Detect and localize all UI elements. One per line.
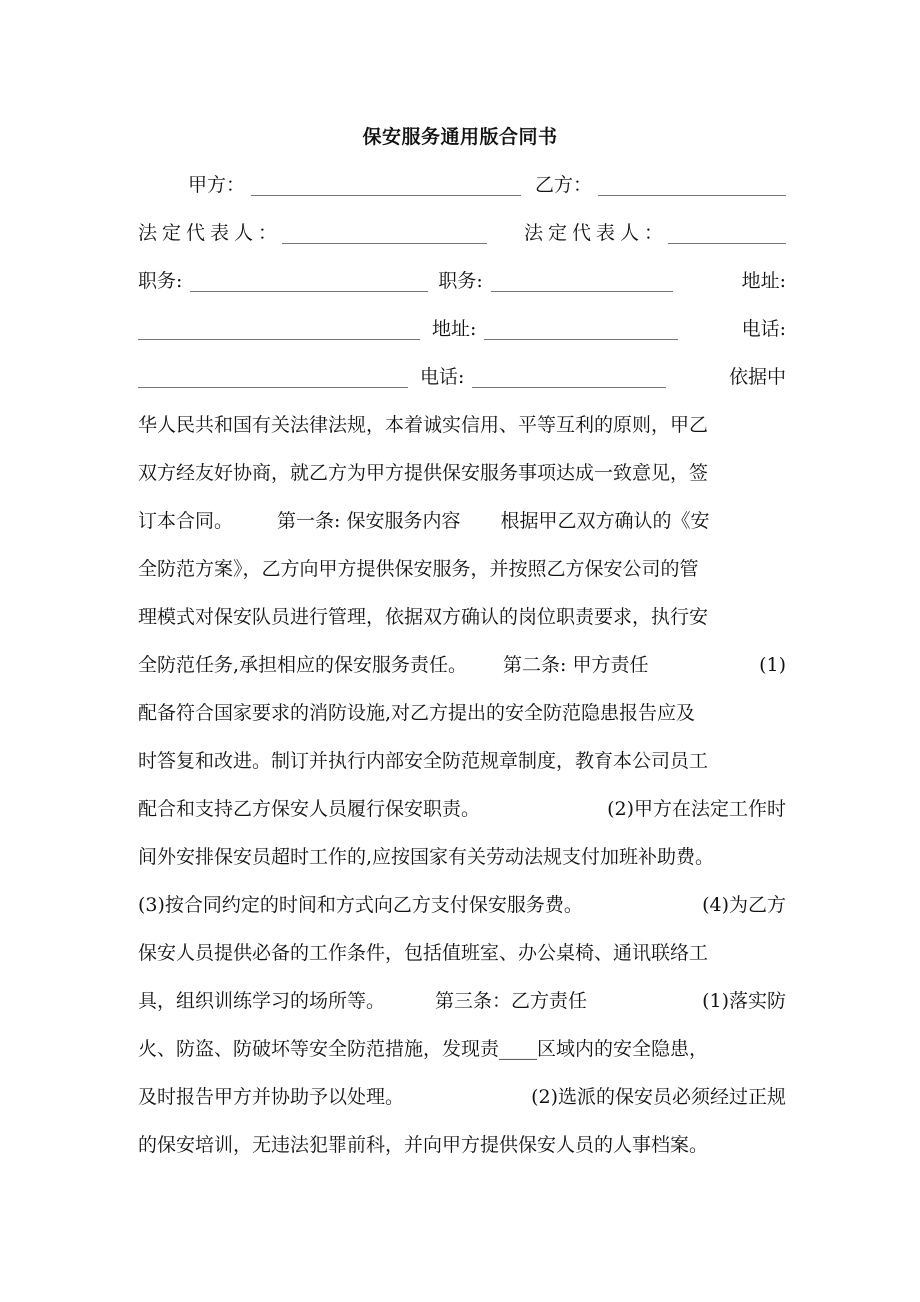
item-2-line — [138, 794, 788, 824]
position-b-label: 职务: — [438, 270, 483, 292]
phone-b-blank — [472, 365, 666, 388]
clause-2-line — [138, 650, 788, 680]
legal-rep-b-label: 法定代表人： — [523, 222, 668, 244]
clause-1-post: 根据甲乙双方确认的《安 — [500, 510, 710, 532]
clause-1-heading: 第一条: 保安服务内容 — [277, 510, 461, 532]
clause-3-item-1: (1)落实防 — [702, 990, 786, 1012]
legal-rep-a-blank — [282, 221, 487, 244]
address-b-label: 地址: — [432, 318, 477, 340]
party-a-blank — [251, 173, 521, 196]
position-b-blank — [491, 269, 673, 292]
party-b-label: 乙方： — [534, 174, 592, 196]
clause-2-pre: 全防范任务,承担相应的保安服务责任。 — [138, 654, 468, 676]
address-row — [138, 314, 786, 344]
body-line: 间外安排保安员超时工作的,应按国家有关劳动法规支付加班补助费。 — [138, 846, 715, 868]
legal-rep-row — [138, 218, 786, 248]
duty-1-blank: ____ — [499, 1038, 538, 1060]
item-3-line — [138, 890, 788, 920]
clause-1-pre: 订本合同。 — [138, 510, 234, 532]
phone-a-label: 电话: — [741, 318, 786, 340]
party-b-blank — [598, 173, 786, 196]
body-line: 双方经友好协商，就乙方为甲方提供保安服务事项达成一致意见，签 — [138, 462, 709, 484]
item-2-pre: 配合和支持乙方保安人员履行保安职责。 — [138, 798, 481, 820]
clause-1-line — [138, 506, 788, 536]
body-line: 保安人员提供必备的工作条件，包括值班室、办公桌椅、通讯联络工 — [138, 942, 709, 964]
clause-2-item-1: (1) — [759, 654, 786, 676]
body-line: 全防范方案》，乙方向甲方提供保安服务，并按照乙方保安公司的管 — [138, 558, 699, 580]
basis-start: 依据中 — [728, 366, 786, 388]
body-line: 配备符合国家要求的消防设施,对乙方提出的安全防范隐患报告应及 — [138, 702, 696, 724]
item-3-post: (4)为乙方 — [702, 894, 786, 916]
phone-row — [138, 362, 786, 392]
body-line: 时答复和改进。制订并执行内部安全防范规章制度，教育本公司员工 — [138, 750, 709, 772]
item-2-post: (2)甲方在法定工作时 — [607, 798, 786, 820]
clause-3-pre: 具，组织训练学习的场所等。 — [138, 990, 386, 1012]
position-a-blank — [190, 269, 428, 292]
address-a-label: 地址: — [741, 270, 786, 292]
phone-a-blank — [138, 365, 408, 388]
clause-3-line — [138, 986, 788, 1016]
duty-2-post: (2)选派的保安员必须经过正规 — [531, 1086, 786, 1108]
item-3-pre: (3)按合同约定的时间和方式向乙方支付保安服务费。 — [138, 894, 583, 916]
position-a-label: 职务: — [138, 270, 183, 292]
duty-2-line — [138, 1082, 788, 1112]
duty-1-post: 区域内的安全隐患， — [537, 1038, 709, 1060]
duty-1-pre: 火、防盗、防破坏等安全防范措施，发现责 — [138, 1038, 500, 1060]
legal-rep-a-label: 法定代表人： — [138, 222, 283, 244]
body-line: 华人民共和国有关法律法规，本着诚实信用、平等互利的原则，甲乙 — [138, 414, 709, 436]
document-title: 保安服务通用版合同书 — [362, 126, 558, 148]
legal-rep-b-blank — [668, 221, 786, 244]
clause-3-heading: 第三条：乙方责任 — [435, 990, 588, 1012]
party-row — [138, 170, 786, 200]
body-line: 的保安培训，无违法犯罪前科，并向甲方提供保安人员的人事档案。 — [138, 1134, 709, 1156]
body-line: 理模式对保安队员进行管理，依据双方确认的岗位职责要求，执行安 — [138, 606, 709, 628]
address-a-blank — [138, 317, 420, 340]
address-b-blank — [484, 317, 678, 340]
phone-b-label: 电话: — [420, 366, 465, 388]
clause-2-heading: 第二条: 甲方责任 — [503, 654, 649, 676]
party-a-label: 甲方： — [188, 174, 246, 196]
duty-1-line — [138, 1034, 788, 1064]
duty-2-pre: 及时报告甲方并协助予以处理。 — [138, 1086, 405, 1108]
position-row — [138, 266, 786, 296]
